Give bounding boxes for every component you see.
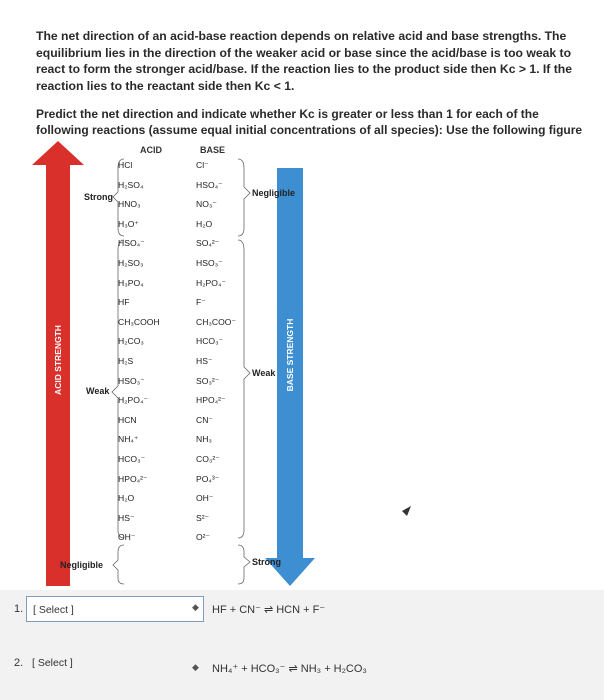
- acid-item: HSO₃⁻: [118, 375, 145, 386]
- base-item: SO₃²⁻: [196, 375, 220, 386]
- base-item: HS⁻: [196, 355, 213, 366]
- acid-weak-label: Weak: [86, 386, 110, 396]
- acid-item: H₂PO₄⁻: [118, 395, 149, 406]
- base-item: CN⁻: [196, 414, 213, 425]
- intro-text: The net direction of an acid-base reaction depends on relative acid and base strengths. The equilibrium lies in the direction of the weaker acid or base since the acid/base is too weak to react to form the stronger acid/base. If the reaction lies to the product side then Kc > 1. If the reaction lies to the reactant side then Kc < 1.: [36, 29, 573, 93]
- acid-item: HF: [118, 297, 130, 308]
- base-item: H₂O: [196, 218, 213, 229]
- base-item: S²⁻: [196, 512, 210, 523]
- instruction-text: Predict the net direction and indicate whether Kc is greater or less than 1 for each of the following reactions (assume equal initial concentrations of all species): Use the following figure: [36, 107, 583, 137]
- question-2-number: 2.: [14, 657, 24, 669]
- base-item: HPO₄²⁻: [196, 395, 226, 406]
- base-item: NH₃: [196, 434, 212, 445]
- base-item: CH₃COO⁻: [196, 316, 237, 327]
- acid-item: H₂S: [118, 355, 134, 366]
- base-item: HCO₃⁻: [196, 336, 224, 347]
- base-weak-label: Weak: [252, 368, 276, 378]
- acid-strength-axis-label: ACID STRENGTH: [53, 325, 63, 395]
- base-item: NO₃⁻: [196, 199, 217, 210]
- cursor-pointer-icon: [402, 506, 411, 516]
- acid-item: H₂CO₃: [118, 336, 144, 347]
- base-item: PO₄³⁻: [196, 473, 220, 484]
- question-1-number: 1.: [14, 603, 24, 615]
- acid-negligible-bracket: [113, 545, 124, 584]
- base-strong-label: Strong: [252, 557, 281, 567]
- acid-item: HNO₃: [118, 199, 141, 210]
- acid-item: H₃O⁺: [118, 218, 139, 229]
- acid-item: NH₄⁺: [118, 434, 139, 445]
- base-strength-axis-label: BASE STRENGTH: [285, 318, 295, 392]
- acid-item: OH⁻: [118, 532, 136, 543]
- acid-item: HCl: [118, 160, 133, 170]
- acid-item: HPO₄²⁻: [118, 473, 148, 484]
- base-item: Cl⁻: [196, 160, 209, 170]
- acid-column-header: ACID: [140, 145, 162, 155]
- acid-strong-label: Strong: [84, 192, 113, 202]
- question-1-select[interactable]: [ Select ]: [26, 596, 204, 622]
- question-1-equation: HF + CN⁻ ⇌ HCN + F⁻: [212, 604, 326, 616]
- base-item: HSO₄⁻: [196, 179, 223, 190]
- base-item: F⁻: [196, 297, 206, 308]
- base-item: SO₄²⁻: [196, 238, 220, 249]
- acid-item: HSO₄⁻: [118, 238, 145, 249]
- acid-column: [118, 156, 178, 548]
- select-updown-icon: ◆: [192, 662, 199, 672]
- acid-item: CH₃COOH: [118, 316, 160, 327]
- acid-item: H₃PO₄: [118, 277, 144, 288]
- base-negligible-label: Negligible: [252, 188, 296, 198]
- acid-item: HCO₃⁻: [118, 453, 146, 464]
- acid-item: H₂SO₃: [118, 257, 144, 268]
- acid-item: H₂SO₄: [118, 179, 144, 190]
- question-1: [0, 596, 604, 638]
- acid-item: HCN: [118, 414, 137, 425]
- question-2-equation: NH₄⁺ + HCO₃⁻ ⇌ NH₃ + H₂CO₃: [212, 663, 367, 675]
- base-item: OH⁻: [196, 493, 214, 504]
- acid-negligible-label: Negligible: [60, 560, 104, 570]
- base-strong-bracket: [238, 545, 250, 584]
- base-item: HSO₃⁻: [196, 257, 223, 268]
- select-updown-icon: ◆: [192, 602, 199, 612]
- base-column-header: BASE: [200, 145, 226, 155]
- base-item: H₂PO₄⁻: [196, 277, 227, 288]
- base-column: [196, 156, 256, 548]
- question-2-select[interactable]: [ Select ]: [32, 657, 73, 669]
- acid-item: H₂O: [118, 493, 135, 504]
- acid-item: HS⁻: [118, 512, 135, 523]
- base-item: O²⁻: [196, 532, 211, 543]
- question-2: [0, 650, 604, 692]
- base-item: CO₃²⁻: [196, 453, 220, 464]
